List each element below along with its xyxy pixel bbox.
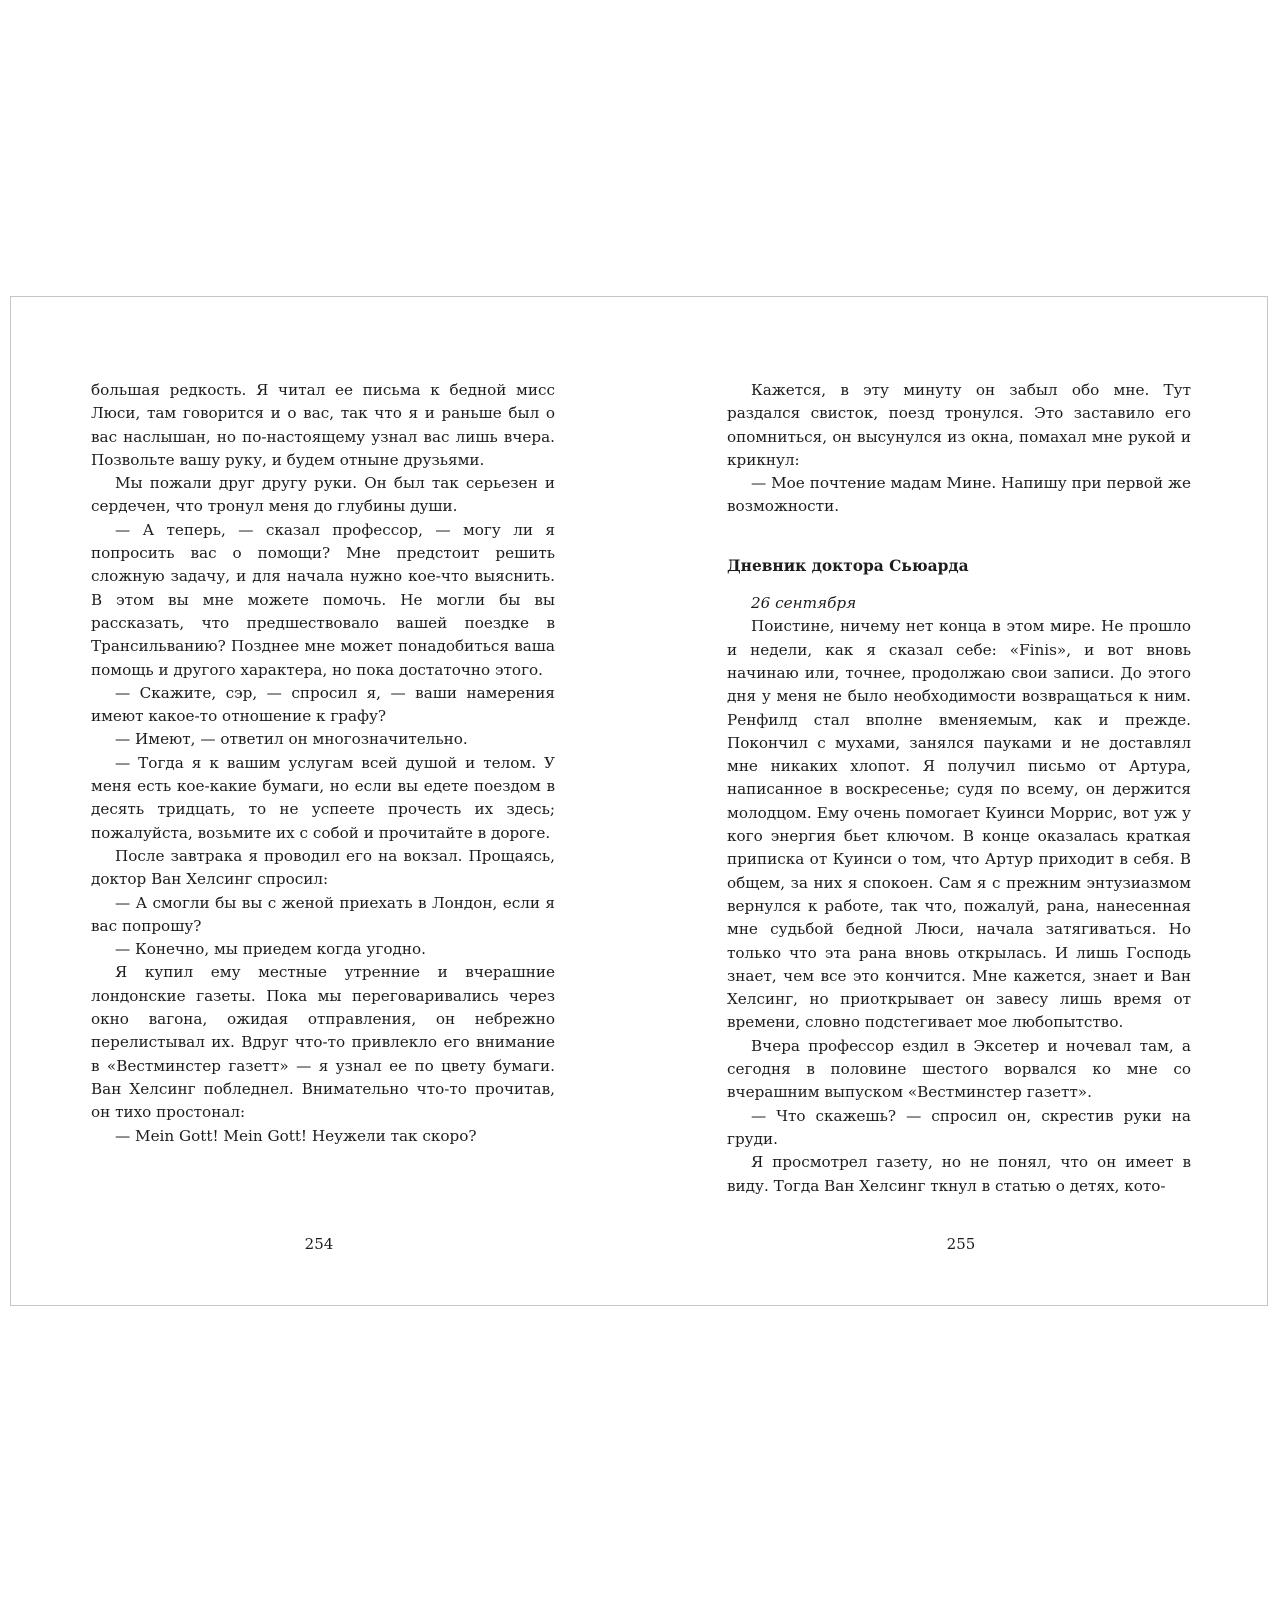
page-number-left: 254 <box>304 1235 334 1253</box>
section-heading: Дневник доктора Сьюарда <box>727 556 969 575</box>
paragraph: — Конечно, мы приедем когда угодно. <box>115 940 426 959</box>
paragraph: — А смогли бы вы с женой приехать в Лондон, если я вас попрошу? <box>91 893 555 935</box>
left-page-text <box>91 379 555 1148</box>
paragraph: — А теперь, — сказал профессор, — могу ли я попросить вас о помощи? Мне предстоит решить сложную задачу, и для начала нужно кое-что выяснить. В этом вы мне можете помочь. Не могли бы вы рассказать, что предшествовало вашей поездке в Трансильванию? Позднее мне может понадобиться ваша помощь и другого характера, но пока достаточно этого. <box>91 520 555 679</box>
paragraph: После завтрака я проводил его на вокзал. Прощаясь, доктор Ван Хелсинг спросил: <box>91 846 555 889</box>
page-number-right: 255 <box>946 1235 976 1253</box>
paragraph: — Тогда я к вашим услугам всей душой и телом. У меня есть кое-какие бумаги, но если вы едете поездом в десять тридцать, то не успеете прочесть их здесь; пожалуйста, возьмите их с собой и прочитайте в дороге. <box>91 753 555 842</box>
paragraph: — Скажите, сэр, — спросил я, — ваши намерения имеют какое-то отношение к графу? <box>91 683 555 726</box>
paragraph: Я просмотрел газету, но не понял, что он имеет в виду. Тогда Ван Хелсинг ткнул в статью о детях, кото- <box>727 1153 1191 1195</box>
paragraph: Вчера профессор ездил в Эксетер и ночевал там, а сегодня в половине шестого ворвался ко мне со вчерашним выпуском «Вестминстер газетт». <box>727 1036 1191 1102</box>
right-page-text <box>727 379 1191 1198</box>
paragraph: Поистине, ничему нет конца в этом мире. Не прошло и недели, как я сказал себе: «Finis», и вот вновь начинаю или, точнее, продолжаю свои записи. До этого дня у меня не было необходимости возвращаться к ним. Ренфилд стал вполне вменяемым, как и прежде. Покончил с мухами, занялся пауками и не доставлял мне никаких хлопот. Я получил письмо от Артура, написанное в воскресенье; судя по всему, он держится молодцом. Ему очень помогает Куинси Моррис, вот уж у кого энергия бьет ключом. В конце оказалась краткая приписка от Куинси о том, что Артур приходит в себя. В общем, за них я спокоен. Сам я с прежним энтузиазмом вернулся к работе, так что, пожалуй, рана, нанесенная мне судьбой бедной Люси, начала затягиваться. Но только что эта рана вновь открылась. И лишь Господь знает, чем все это кончится. Мне кажется, знает и Ван Хелсинг, но приоткрывает он завесу лишь время от времени, словно подстегивает мое любопытство. <box>727 617 1191 1032</box>
book-spread <box>10 296 1268 1306</box>
paragraph: Мы пожали друг другу руки. Он был так серьезен и сердечен, что тронул меня до глубины души. <box>91 474 555 516</box>
paragraph: — Mein Gott! Mein Gott! Неужели так скоро? <box>115 1126 477 1145</box>
diary-date: 26 сентября <box>751 594 857 613</box>
paragraph: — Имеют, — ответил он многозначительно. <box>115 730 468 749</box>
paragraph: Я купил ему местные утренние и вчерашние лондонские газеты. Пока мы переговаривались через окно вагона, ожидая отправления, он небрежно перелистывал их. Вдруг что-то привлекло его внимание в «Вестминстер газетт» — я узнал ее по цвету бумаги. Ван Хелсинг побледнел. Внимательно что-то прочитав, он тихо простонал: <box>91 963 555 1122</box>
paragraph: большая редкость. Я читал ее письма к бедной мисс Люси, там говорится и о вас, так что я и раньше был о вас наслышан, но по-настоящему узнал вас лишь вчера. Позвольте вашу руку, и будем отныне друзьями. <box>91 381 555 469</box>
paragraph: — Что скажешь? — спросил он, скрестив руки на груди. <box>727 1106 1191 1148</box>
paragraph: Кажется, в эту минуту он забыл обо мне. Тут раздался свисток, поезд тронулся. Это заставило его опомниться, он высунулся из окна, помахал мне рукой и крикнул: <box>727 381 1191 469</box>
paragraph: — Мое почтение мадам Мине. Напишу при первой же возможности. <box>727 474 1191 516</box>
